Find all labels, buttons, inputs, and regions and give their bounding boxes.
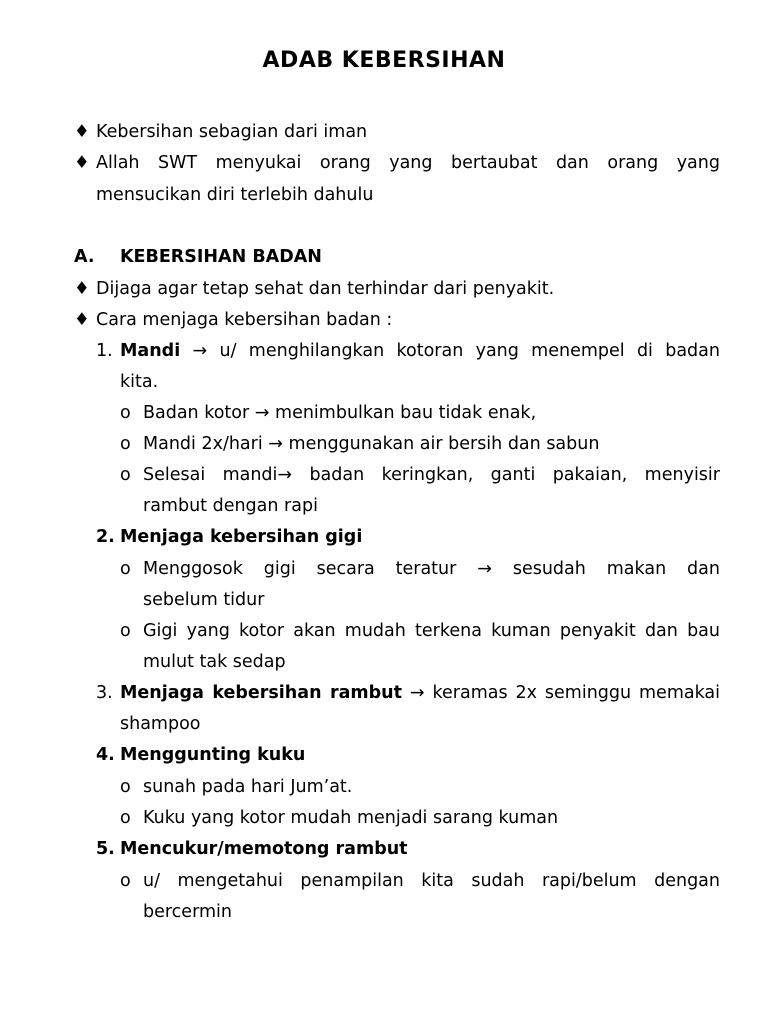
- circle-bullet-icon: o: [120, 465, 131, 485]
- sub-text: Mandi 2x/hari: [143, 434, 263, 454]
- section-letter: A.: [74, 247, 95, 267]
- item-1-title: Mandi: [120, 341, 181, 361]
- section-point-1: Dijaga agar tetap sehat dan terhindar dari penyakit.: [96, 279, 555, 299]
- intro-bullet-2-cont: mensucikan diri terlebih dahulu: [96, 185, 374, 205]
- sub-text: menggunakan air bersih dan sabun: [288, 434, 600, 454]
- arrow-icon: →: [254, 403, 270, 423]
- item-number: 3.: [96, 683, 113, 703]
- item-4-sub-2: Kuku yang kotor mudah menjadi sarang kuman: [143, 808, 559, 828]
- item-2-sub-2-cont: mulut tak sedap: [143, 652, 286, 672]
- item-number: 4.: [96, 745, 115, 765]
- item-1-text: u/ menghilangkan kotoran yang menempel di badan: [219, 341, 720, 361]
- item-1-cont: kita.: [120, 372, 159, 392]
- circle-bullet-icon: o: [120, 808, 131, 828]
- arrow-icon: →: [268, 434, 283, 454]
- item-5-sub-1-cont: bercermin: [143, 902, 232, 922]
- circle-bullet-icon: o: [120, 621, 131, 641]
- item-1-sub-2: [143, 429, 599, 460]
- circle-bullet-icon: o: [120, 403, 131, 423]
- item-1-sub-3: [143, 460, 720, 491]
- page-title: ADAB KEBERSIHAN: [262, 48, 506, 73]
- section-point-2: Cara menjaga kebersihan badan :: [96, 310, 393, 330]
- item-1-sub-3-cont: rambut dengan rapi: [143, 496, 318, 516]
- intro-bullet-2: Allah SWT menyukai orang yang bertaubat dan orang yang: [96, 153, 720, 173]
- sub-text: Selesai mandi: [143, 465, 278, 485]
- item-1-sub-1: [143, 398, 536, 429]
- diamond-bullet-icon: ♦: [74, 122, 90, 142]
- item-3-text: keramas 2x seminggu memakai: [432, 683, 720, 703]
- circle-bullet-icon: o: [120, 777, 131, 797]
- item-2-sub-1: [143, 554, 720, 585]
- circle-bullet-icon: o: [120, 871, 131, 891]
- intro-bullet-1: Kebersihan sebagian dari iman: [96, 122, 368, 142]
- circle-bullet-icon: o: [120, 434, 131, 454]
- item-4-sub-1: sunah pada hari Jum’at.: [143, 777, 353, 797]
- diamond-bullet-icon: ♦: [74, 279, 90, 299]
- item-5-title: Mencukur/memotong rambut: [120, 839, 408, 859]
- circle-bullet-icon: o: [120, 559, 131, 579]
- diamond-bullet-icon: ♦: [74, 153, 90, 173]
- arrow-icon: →: [477, 559, 492, 579]
- section-heading: KEBERSIHAN BADAN: [120, 247, 322, 267]
- arrow-icon: →: [192, 341, 208, 361]
- arrow-icon: →: [409, 683, 425, 703]
- item-2-sub-1-cont: sebelum tidur: [143, 590, 265, 610]
- item-2-sub-2: Gigi yang kotor akan mudah terkena kuman penyakit dan bau: [143, 621, 720, 641]
- item-number: 5.: [96, 839, 115, 859]
- sub-text: menimbulkan bau tidak enak,: [275, 403, 537, 423]
- sub-text: Badan kotor: [143, 403, 250, 423]
- sub-text: Menggosok gigi secara teratur: [143, 559, 457, 579]
- item-3-line: [120, 678, 720, 709]
- item-number: 2.: [96, 527, 115, 547]
- item-3-cont: shampoo: [120, 714, 201, 734]
- item-1-line: [120, 336, 720, 367]
- sub-text: badan keringkan, ganti pakaian, menyisir: [309, 465, 720, 485]
- sub-text: sesudah makan dan: [512, 559, 720, 579]
- item-2-title: Menjaga kebersihan gigi: [120, 527, 363, 547]
- diamond-bullet-icon: ♦: [74, 310, 90, 330]
- item-3-title: Menjaga kebersihan rambut: [120, 683, 402, 703]
- arrow-icon: →: [277, 465, 293, 485]
- item-4-title: Menggunting kuku: [120, 745, 306, 765]
- item-5-sub-1: u/ mengetahui penampilan kita sudah rapi/belum dengan: [143, 871, 720, 891]
- item-number: 1.: [96, 341, 113, 361]
